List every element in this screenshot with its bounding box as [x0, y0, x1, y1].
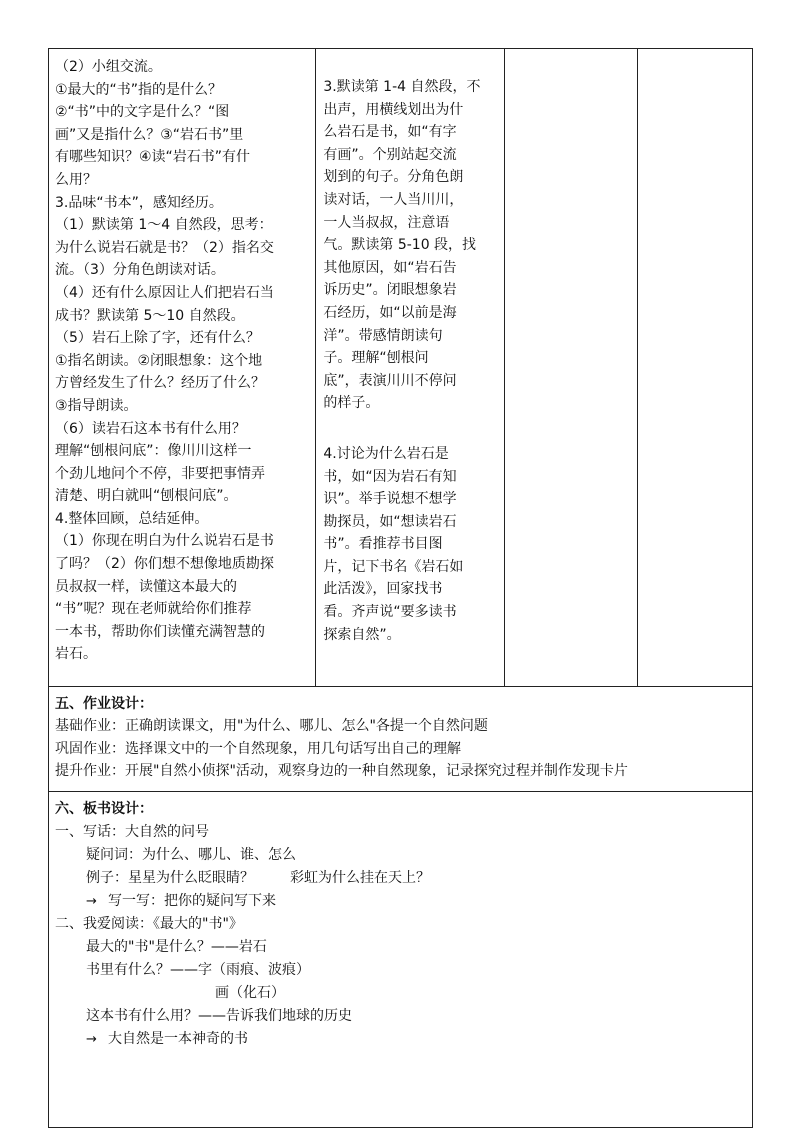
board-question-1: 最大的"书"是什么？——岩石 — [86, 938, 267, 955]
empty-cell-4 — [637, 49, 752, 687]
student-activity-paragraph-1 — [323, 76, 496, 415]
board-example-rainbow: 彩虹为什么挂在天上？ — [290, 869, 430, 886]
student-activity-line: 一人当叔叔，注意语 — [323, 214, 450, 231]
teacher-activity-cell — [49, 49, 316, 687]
student-activity-line: 洋”。带感情朗读句 — [323, 327, 443, 344]
board-conclusion-text: 大自然是一本神奇的书 — [108, 1030, 248, 1047]
process-row — [49, 49, 753, 687]
student-activity-line: 片，记下书名《岩石如 — [323, 558, 464, 575]
student-activity-line: 诉历史”。闭眼想象岩 — [323, 282, 457, 299]
student-activity-line: 识”。举手说想不想学 — [323, 491, 457, 508]
teacher-activity-line: ①最大的“书”指的是什么？ — [55, 81, 223, 98]
student-activity-line: 石经历，如“以前是海 — [323, 304, 457, 321]
teacher-activity-line: 流。（3）分角色朗读对话。 — [55, 262, 225, 279]
student-activity-line: 3.默读第 1-4 自然段，不 — [323, 79, 481, 95]
homework-cell — [49, 687, 753, 792]
teacher-activity-line: （4）还有什么原因让人们把岩石当 — [55, 284, 274, 301]
board-example-star: 例子：星星为什么眨眼睛？ — [86, 869, 254, 886]
teacher-activity-line: 方曾经发生了什么？经历了什么？ — [55, 375, 265, 392]
teacher-activity-line: 3.品味“书本”，感知经历。 — [55, 194, 223, 211]
board-question-2-pictures: 画（化石） — [215, 984, 285, 1001]
student-activity-cell — [316, 49, 504, 687]
homework-basic: 基础作业：正确朗读课文，用"为什么、哪儿、怎么"各提一个自然问题 — [55, 718, 488, 735]
teacher-activity-line: ①指名朗读。②闭眼想象：这个地 — [55, 352, 263, 369]
student-activity-line: 此活泼》，回家找书 — [323, 581, 443, 598]
student-activity-line: 书，如“因为岩石有知 — [323, 468, 457, 485]
student-activity-line: 底”，表演川川不停问 — [323, 372, 457, 389]
board-cell — [49, 791, 753, 1127]
lesson-plan-page — [48, 48, 753, 1128]
student-activity-line: 气。默读第 5-10 段，找 — [323, 237, 477, 254]
teacher-activity-line: 个劲儿地问个不停，非要把事情弄 — [55, 465, 265, 482]
arrow-right-icon: → — [86, 1031, 97, 1047]
teacher-activity-line: 有哪些知识？④读“岩石书”有什 — [55, 149, 251, 166]
board-write-text: 写一写：把你的疑问写下来 — [108, 892, 276, 909]
teacher-activity-line: 清楚、明白就叫“刨根问底”。 — [55, 488, 238, 505]
student-activity-line: 书”。看推荐书目图 — [323, 536, 443, 553]
student-activity-line: 探索自然”。 — [323, 626, 401, 643]
student-activity-line: 么岩石是书，如“有字 — [323, 124, 457, 141]
teacher-activity-text — [49, 49, 315, 672]
teacher-activity-line: （2）小组交流。 — [55, 59, 162, 75]
board-question-2: 书里有什么？——字（雨痕、波痕） — [86, 961, 310, 978]
teacher-activity-line: 成书？默读第 5～10 自然段。 — [55, 307, 245, 324]
teacher-activity-line: 理解“刨根问底”：像川川这样一 — [55, 443, 252, 460]
teacher-activity-line: 了吗？（2）你们想不想像地质勘探 — [55, 556, 274, 573]
teacher-activity-line: （5）岩石上除了字，还有什么？ — [55, 330, 260, 347]
teacher-activity-line: 员叔叔一样，读懂这本最大的 — [55, 578, 237, 595]
student-activity-line: 其他原因，如“岩石告 — [323, 259, 457, 276]
teacher-activity-line: ③指导朗读。 — [55, 397, 138, 414]
board-examples — [55, 867, 746, 890]
homework-section — [49, 687, 752, 791]
student-activity-line: 看。齐声说“要多读书 — [323, 604, 457, 621]
board-part2-heading: 二、我爱阅读：《最大的"书"》 — [55, 915, 243, 932]
teacher-activity-line: “书”呢？现在老师就给你们推荐 — [55, 601, 252, 618]
board-section — [49, 792, 752, 1059]
teacher-activity-line: （1）你现在明白为什么说岩石是书 — [55, 533, 274, 550]
teacher-activity-line: 为什么说岩石就是书？（2）指名交 — [55, 239, 274, 256]
teacher-activity-line: 岩石。 — [55, 646, 97, 663]
student-activity-line: 读对话，一人当川川， — [323, 191, 464, 208]
student-activity-paragraph-2 — [323, 443, 496, 646]
board-title: 六、板书设计： — [55, 800, 153, 817]
homework-row — [49, 687, 753, 792]
teacher-activity-line: 一本书，帮助你们读懂充满智慧的 — [55, 623, 265, 640]
teacher-activity-line: （6）读岩石这本书有什么用？ — [55, 420, 246, 437]
board-write-line — [55, 890, 746, 913]
student-activity-line: 划到的句子。分角色朗 — [323, 169, 464, 186]
homework-advanced: 提升作业：开展"自然小侦探"活动，观察身边的一种自然现象，记录探究过程并制作发现卡片 — [55, 763, 628, 780]
student-activity-line: 有画”。个别站起交流 — [323, 146, 457, 163]
board-question-3: 这本书有什么用？——告诉我们地球的历史 — [86, 1007, 352, 1024]
student-activity-text — [316, 49, 503, 652]
board-conclusion-line — [55, 1028, 746, 1051]
teacher-activity-line: 么用？ — [55, 171, 97, 188]
board-row — [49, 791, 753, 1127]
homework-title: 五、作业设计： — [55, 696, 153, 712]
homework-consolidate: 巩固作业：选择课文中的一个自然现象，用几句话写出自己的理解 — [55, 740, 461, 757]
student-activity-line: 出声，用横线划出为什 — [323, 101, 464, 118]
arrow-right-icon: → — [86, 893, 97, 909]
teacher-activity-line: 画”又是指什么？③“岩石书”里 — [55, 126, 244, 143]
lesson-plan-table — [48, 48, 753, 1128]
teacher-activity-line: 4.整体回顾，总结延伸。 — [55, 510, 209, 527]
board-question-words: 疑问词：为什么、哪儿、谁、怎么 — [86, 846, 296, 863]
student-activity-line: 4.讨论为什么岩石是 — [323, 445, 449, 462]
student-activity-line: 勘探员，如“想读岩石 — [323, 513, 457, 530]
student-activity-line: 子。理解“刨根问 — [323, 350, 429, 367]
board-part1-heading: 一、写话：大自然的问号 — [55, 823, 209, 840]
empty-cell-3 — [504, 49, 637, 687]
teacher-activity-line: ②“书”中的文字是什么？“图 — [55, 104, 230, 121]
teacher-activity-line: （1）默读第 1～4 自然段，思考： — [55, 217, 273, 234]
student-activity-line: 的样子。 — [323, 395, 380, 412]
paragraph-gap — [323, 415, 496, 443]
